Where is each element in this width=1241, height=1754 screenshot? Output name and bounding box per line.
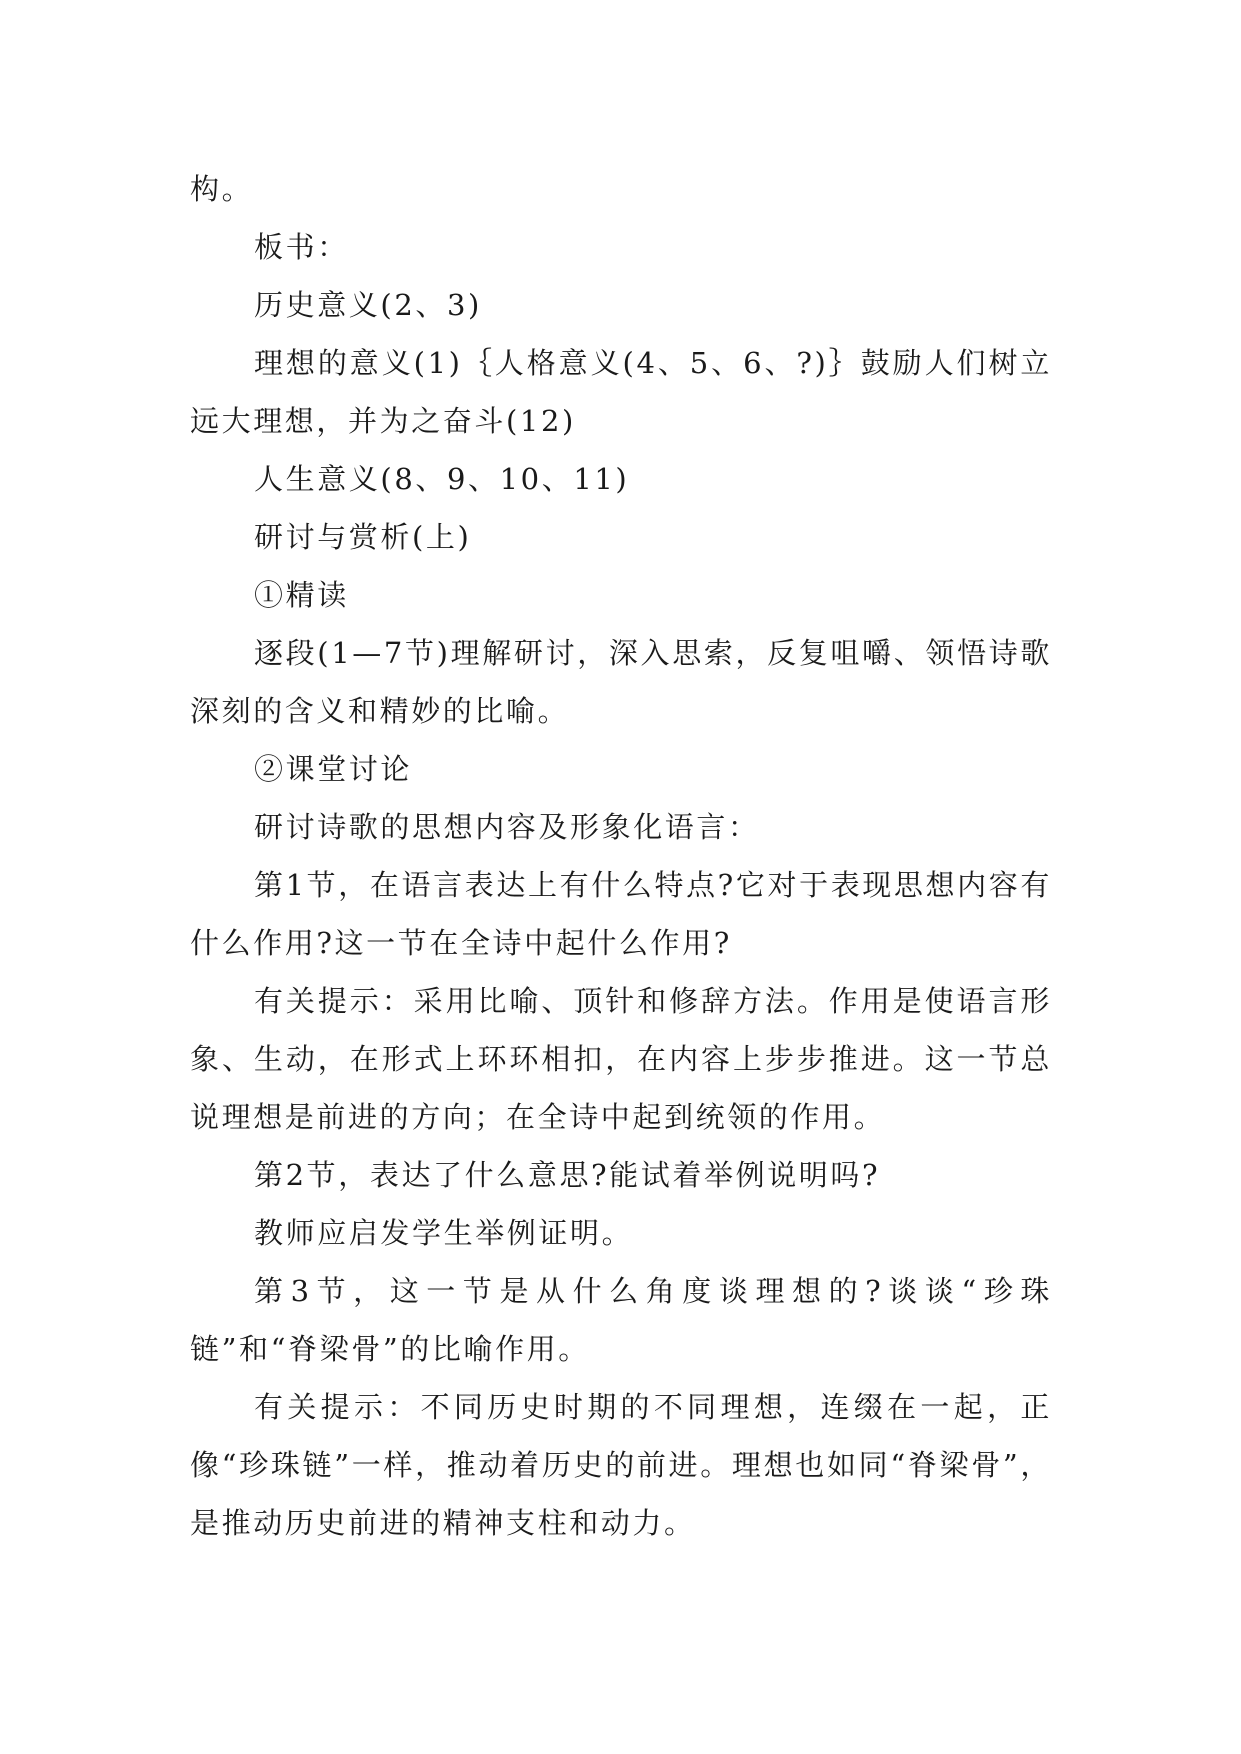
document-body <box>190 160 1052 1552</box>
paragraph-hint-3: 有关提示：不同历史时期的不同理想，连缀在一起，正像“珍珠链”一样，推动着历史的前进。理想也如同“脊梁骨”，是推动历史前进的精神支柱和动力。 <box>190 1390 1052 1540</box>
paragraph-close-reading: ①精读 <box>254 578 349 612</box>
paragraph-ideal-meaning: 理想的意义(1)｛人格意义(4、5、6、?)｝鼓励人们树立远大理想，并为之奋斗(12) <box>190 346 1052 438</box>
paragraph-hint-1: 有关提示：采用比喻、顶针和修辞方法。作用是使语言形象、生动，在形式上环环相扣，在内容上步步推进。这一节总说理想是前进的方向；在全诗中起到统领的作用。 <box>190 984 1052 1134</box>
paragraph-section-study: 逐段(1—7节)理解研讨，深入思索，反复咀嚼、领悟诗歌深刻的含义和精妙的比喻。 <box>190 636 1052 728</box>
paragraph-life-meaning: 人生意义(8、9、10、11) <box>254 462 630 496</box>
paragraph-teacher-note: 教师应启发学生举例证明。 <box>254 1216 634 1250</box>
paragraph-continuation: 构。 <box>190 172 254 206</box>
paragraph-blackboard-heading: 板书： <box>254 230 349 264</box>
paragraph-historical-meaning: 历史意义(2、3) <box>254 288 482 322</box>
paragraph-question-1: 第1节，在语言表达上有什么特点?它对于表现思想内容有什么作用?这一节在全诗中起什么作用? <box>190 868 1052 960</box>
paragraph-question-3: 第3节，这一节是从什么角度谈理想的?谈谈“珍珠链”和“脊梁骨”的比喻作用。 <box>190 1274 1052 1366</box>
paragraph-study-heading: 研讨与赏析(上) <box>254 520 472 554</box>
paragraph-discussion-topic: 研讨诗歌的思想内容及形象化语言： <box>254 810 760 844</box>
paragraph-class-discussion: ②课堂讨论 <box>254 752 413 786</box>
paragraph-question-2: 第2节，表达了什么意思?能试着举例说明吗? <box>254 1158 881 1192</box>
